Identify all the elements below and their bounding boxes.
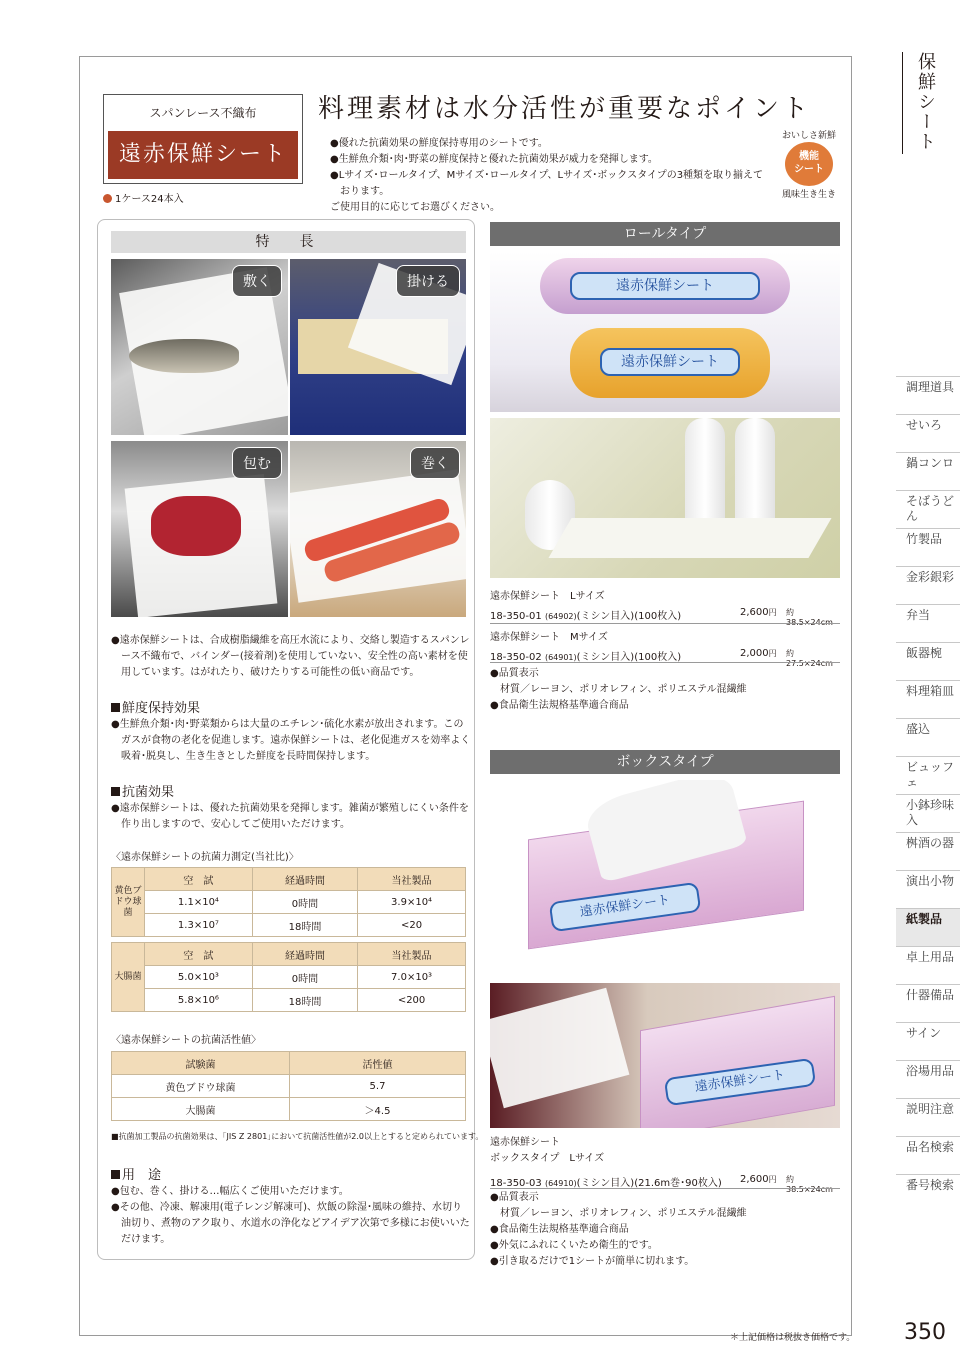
package-label: 遠赤保鮮シート xyxy=(600,348,740,376)
box-usage-photo xyxy=(490,983,840,1128)
section-title-text: 用 途 xyxy=(122,1168,162,1183)
sheet-shape xyxy=(548,518,831,558)
photo-label: 掛ける xyxy=(396,265,460,297)
table-cell: 1.3×10⁷ xyxy=(145,914,253,937)
badge-title: 遠赤保鮮シート xyxy=(108,131,298,179)
table-cell: 0時間 xyxy=(252,966,357,989)
use-text: ●包む、巻く、掛ける…幅広くご使用いただけます。 xyxy=(111,1186,349,1197)
item-size: 約27.5×24cm xyxy=(786,649,833,668)
item-spec: (ミシン目入)(100枚入) xyxy=(576,652,682,663)
roll-item-name: 遠赤保鮮シート Mサイズ xyxy=(490,632,608,643)
section-title-text: 抗菌効果 xyxy=(122,785,175,800)
index-item[interactable]: 料理箱皿 xyxy=(896,680,960,718)
stamp-top-text: おいしさ新鮮 xyxy=(781,131,836,141)
case-note xyxy=(103,190,184,205)
roll-item-name: 遠赤保鮮シート Lサイズ xyxy=(490,591,605,602)
table-group-label: 大腸菌 xyxy=(112,943,145,1012)
item-subcode: (64910) xyxy=(544,1179,577,1188)
table-header-cell: 活性値 xyxy=(290,1052,466,1075)
item-subcode: (64901) xyxy=(544,653,577,662)
use-text: ●その他、冷凍、解凍用(電子レンジ解凍可)、炊飯の除湿･風味の維持、水切り油切り、煮物のアク取り、水道水の浄化などアイデア次第で多様にお使いいただけます。 xyxy=(111,1202,470,1245)
index-item[interactable]: 金彩銀彩 xyxy=(896,566,960,604)
index-item[interactable]: 番号検索 xyxy=(896,1174,960,1212)
section-freshness-title xyxy=(111,697,200,716)
item-size: 約38.5×24cm xyxy=(786,608,833,627)
badge-subtitle: スパンレース不織布 xyxy=(149,106,257,120)
table-note: ■抗菌加工製品の抗菌効果は、｢JIS Z 2801｣において抗菌活性値が2.0以上とすると定められています。 xyxy=(111,1132,484,1141)
table2-caption: 〈遠赤保鮮シートの抗菌活性値〉 xyxy=(111,1035,261,1046)
page-number: 350 xyxy=(904,1320,946,1345)
note-line: 材質／レーヨン、ポリオレフィン、ポリエステル混繊維 xyxy=(500,684,747,695)
intro-item: ご使用目的に応じてお選びください。 xyxy=(330,202,500,213)
table-header-cell: 当社製品 xyxy=(358,943,466,966)
description-text: ●遠赤保鮮シートは、合成樹脂繊維を高圧水流により、交絡し製造するスパンレース不織布で、バインダー(接着剤)を使用していない、安全性の高い素材を使用しています。はがれたり、破けたりする可能性の低い商品です。 xyxy=(111,635,470,678)
index-item[interactable]: ビュッフェ xyxy=(896,756,960,794)
roll-item-row xyxy=(490,648,840,668)
square-bullet-icon xyxy=(111,787,120,796)
index-item[interactable]: 弁当 xyxy=(896,604,960,642)
section-use-title xyxy=(111,1164,161,1183)
index-item[interactable]: 説明注意 xyxy=(896,1098,960,1136)
note-line: ●食品衛生法規格基準適合商品 xyxy=(490,1224,629,1235)
photo-spread xyxy=(111,259,288,435)
tax-note: ＊上記価格は税抜き価格です。 xyxy=(730,1333,856,1343)
stamp-bottom-text: 風味生き生き xyxy=(781,190,836,200)
stamp-inner xyxy=(785,142,833,186)
index-item[interactable]: 調理道具 xyxy=(896,376,960,414)
divider xyxy=(490,1188,840,1189)
features-header: 特 長 xyxy=(111,231,466,253)
intro-list xyxy=(330,136,770,216)
photo-label: 敷く xyxy=(232,265,282,297)
item-size: 約38.5×24cm xyxy=(786,1175,833,1194)
activity-table xyxy=(111,1051,466,1121)
page-title: 料理素材は水分活性が重要なポイント xyxy=(318,94,812,124)
product-badge xyxy=(103,94,303,184)
roll-type-header: ロールタイプ xyxy=(490,222,840,246)
table-header-cell: 経過時間 xyxy=(252,868,357,891)
stamp-inner-line2: シート xyxy=(794,164,824,175)
item-code: 18-350-01 xyxy=(490,611,542,622)
table-header-cell: 空 試 xyxy=(145,868,253,891)
table-cell: 1.1×10⁴ xyxy=(145,891,253,914)
price-unit: 円 xyxy=(768,649,777,658)
table1-caption: 〈遠赤保鮮シートの抗菌力測定(当社比)〉 xyxy=(111,852,299,863)
item-price xyxy=(740,607,777,618)
square-bullet-icon xyxy=(111,703,120,712)
section-antibacterial-title xyxy=(111,781,174,800)
table-row xyxy=(112,914,466,937)
index-item[interactable]: 小鉢珍味入 xyxy=(896,794,960,832)
table-header-cell: 当社製品 xyxy=(358,868,466,891)
table-row xyxy=(112,1098,466,1121)
note-line: ●品質表示 xyxy=(490,1192,539,1203)
table-row xyxy=(112,1075,466,1098)
price-value: 2,600 xyxy=(740,607,769,618)
table-cell: 7.0×10³ xyxy=(358,966,466,989)
photo-label: 包む xyxy=(232,447,282,479)
box-type-header: ボックスタイプ xyxy=(490,750,840,774)
item-price xyxy=(740,648,777,659)
index-item[interactable]: 鍋コンロ xyxy=(896,452,960,490)
note-line: ●引き取るだけで1シートが簡単に切れます。 xyxy=(490,1256,695,1267)
index-item[interactable]: 浴場用品 xyxy=(896,1060,960,1098)
package-label: 遠赤保鮮シート xyxy=(549,882,702,933)
index-item[interactable]: 桝酒の器 xyxy=(896,832,960,870)
section-title-text: 鮮度保持効果 xyxy=(122,701,201,716)
item-subcode: (64902) xyxy=(544,612,577,621)
table-cell: <200 xyxy=(358,989,466,1012)
table-header-cell: 空 試 xyxy=(145,943,253,966)
price-unit: 円 xyxy=(768,1175,777,1184)
photo-cover xyxy=(290,259,466,435)
roll-package-shape xyxy=(570,328,770,398)
item-code: 18-350-02 xyxy=(490,652,542,663)
note-line: ●外気にふれにくいため衛生的です。 xyxy=(490,1240,658,1251)
package-label: 遠赤保鮮シート xyxy=(664,1058,816,1107)
table-cell: 5.0×10³ xyxy=(145,966,253,989)
photo-wrap xyxy=(111,441,288,617)
table-cell: 3.9×10⁴ xyxy=(358,891,466,914)
photo-label: 巻く xyxy=(410,447,460,479)
index-item[interactable]: 盛込 xyxy=(896,718,960,756)
table-row xyxy=(112,966,466,989)
table-cell: <20 xyxy=(358,914,466,937)
roll-package-shape xyxy=(540,258,790,314)
section-text: ●遠赤保鮮シートは、優れた抗菌効果を発揮します。雑菌が繁殖しにくい条件を作り出しますので、安心してご使用いただけます。 xyxy=(111,803,469,830)
roll-usage-photo xyxy=(490,418,840,578)
section-freshness-text xyxy=(111,717,471,765)
index-item[interactable]: 竹製品 xyxy=(896,528,960,566)
roll-item-row xyxy=(490,607,840,627)
section-antibacterial-text xyxy=(111,801,471,833)
meat-shape xyxy=(151,496,241,556)
intro-item: ●Lサイズ･ロールタイプ、Mサイズ･ロールタイプ、Lサイズ･ボックスタイプの3種類を取り揃えております。 xyxy=(330,170,764,197)
box-item-name xyxy=(490,1135,840,1167)
table-header-cell: 試験菌 xyxy=(112,1052,290,1075)
table-header-row xyxy=(112,943,466,966)
table-row xyxy=(112,989,466,1012)
table-cell: 18時間 xyxy=(252,914,357,937)
price-value: 2,600 xyxy=(740,1174,769,1185)
table-header-row xyxy=(112,1052,466,1075)
item-price xyxy=(740,1174,777,1185)
features-description xyxy=(111,633,471,681)
note-line: ●食品衛生法規格基準適合商品 xyxy=(490,700,629,711)
antibacterial-table-2 xyxy=(111,942,466,1012)
index-item[interactable]: 紙製品 xyxy=(896,908,960,946)
package-label: 遠赤保鮮シート xyxy=(570,272,760,300)
divider xyxy=(490,623,840,624)
table-cell: 5.7 xyxy=(290,1075,466,1098)
sheet-shape xyxy=(490,988,629,1109)
section-use-text xyxy=(111,1184,471,1248)
index-item[interactable]: せいろ xyxy=(896,414,960,452)
index-item[interactable]: 什器備品 xyxy=(896,984,960,1022)
item-code: 18-350-03 xyxy=(490,1178,542,1189)
divider xyxy=(490,662,840,663)
table-header-row xyxy=(112,868,466,891)
table-cell: 0時間 xyxy=(252,891,357,914)
item-spec: (ミシン目入)(21.6m巻･90枚入) xyxy=(576,1178,722,1189)
table-cell: 大腸菌 xyxy=(112,1098,290,1121)
index-item[interactable]: 品名検索 xyxy=(896,1136,960,1174)
price-value: 2,000 xyxy=(740,648,769,659)
table-cell: 5.8×10⁶ xyxy=(145,989,253,1012)
table-group-label: 黄色ブドウ球菌 xyxy=(112,868,145,937)
index-item[interactable]: サイン xyxy=(896,1022,960,1060)
item-spec: (ミシン目入)(100枚入) xyxy=(576,611,682,622)
box-notes xyxy=(490,1190,840,1270)
table-cell: ＞4.5 xyxy=(290,1098,466,1121)
feature-stamp xyxy=(773,128,845,200)
antibacterial-table xyxy=(111,867,466,937)
intro-item: ●優れた抗菌効果の鮮度保持専用のシートです。 xyxy=(330,138,548,149)
table-header-cell: 経過時間 xyxy=(252,943,357,966)
price-unit: 円 xyxy=(768,608,777,617)
square-bullet-icon xyxy=(111,1170,120,1179)
roll-product-photo xyxy=(490,252,840,412)
box-product-photo xyxy=(490,780,840,980)
table-row xyxy=(112,891,466,914)
stamp-inner-line1: 機能 xyxy=(799,151,819,162)
item-name-line: 遠赤保鮮シート xyxy=(490,1137,560,1148)
item-name-line: ボックスタイプ Lサイズ xyxy=(490,1153,605,1164)
index-item[interactable]: そばうどん xyxy=(896,490,960,528)
note-line: ●品質表示 xyxy=(490,668,539,679)
fish-shape xyxy=(129,339,239,373)
roll-notes xyxy=(490,666,840,714)
category-index xyxy=(896,376,960,1212)
section-title: 保鮮シート xyxy=(915,52,936,152)
box-item-row xyxy=(490,1174,840,1194)
intro-item: ●生鮮魚介類･肉･野菜の鮮度保持と優れた抗菌効果が威力を発揮します。 xyxy=(330,154,658,165)
index-item[interactable]: 演出小物 xyxy=(896,870,960,908)
side-divider xyxy=(902,52,903,154)
photo-roll xyxy=(290,441,466,617)
section-text: ●生鮮魚介類･肉･野菜類からは大量のエチレン･硫化水素が放出されます。このガスが食物の老化を促進します。遠赤保鮮シートは、老化促進ガスを効率よく吸着･脱臭し、生き生きとした鮮度を長時間保持します。 xyxy=(111,719,471,762)
index-item[interactable]: 飯器椀 xyxy=(896,642,960,680)
table-cell: 黄色ブドウ球菌 xyxy=(112,1075,290,1098)
bullet-dot-icon xyxy=(103,194,112,203)
index-item[interactable]: 卓上用品 xyxy=(896,946,960,984)
note-line: 材質／レーヨン、ポリオレフィン、ポリエステル混繊維 xyxy=(500,1208,747,1219)
case-note-text: 1ケース24本入 xyxy=(115,194,184,205)
table-cell: 18時間 xyxy=(252,989,357,1012)
